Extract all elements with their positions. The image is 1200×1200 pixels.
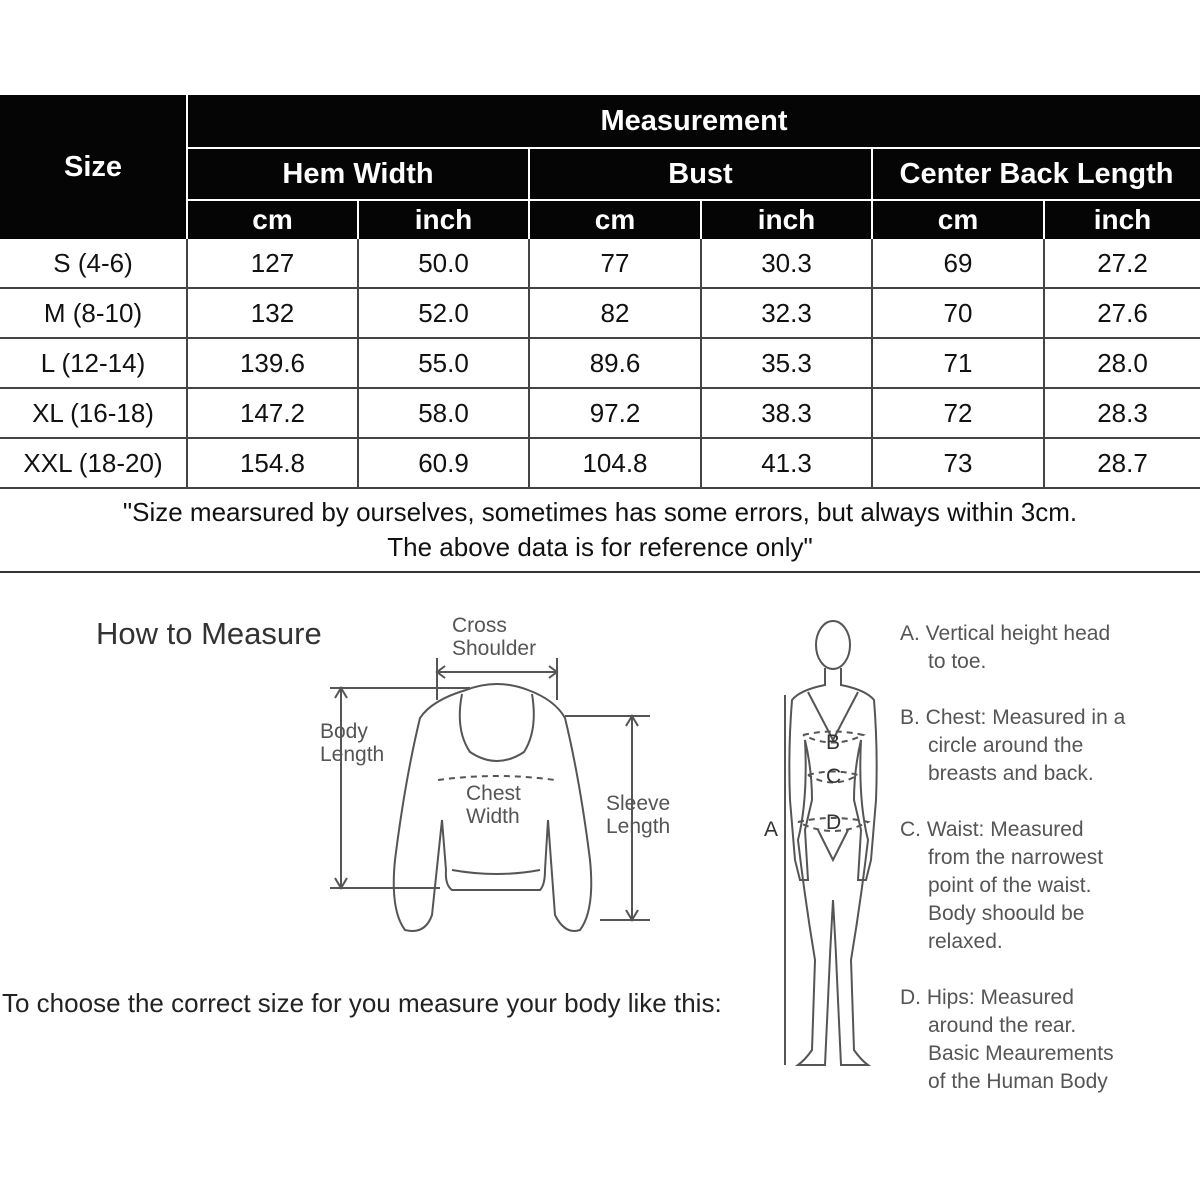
- size-cell: XXL (18-20): [0, 438, 187, 488]
- unit-header: cm: [529, 200, 701, 239]
- value-cell: 58.0: [358, 388, 529, 438]
- letter-b-label: B: [826, 731, 841, 754]
- size-cell: S (4-6): [0, 239, 187, 288]
- note-c: C. Waist: Measured from the narrowest point of the waist. Body shoould be relaxed.: [900, 818, 1104, 953]
- value-cell: 139.6: [187, 338, 358, 388]
- human-body-figure: [785, 621, 877, 1065]
- value-cell: 72: [872, 388, 1044, 438]
- size-cell: XL (16-18): [0, 388, 187, 438]
- value-cell: 28.3: [1044, 388, 1200, 438]
- value-cell: 132: [187, 288, 358, 338]
- value-cell: 147.2: [187, 388, 358, 438]
- value-cell: 30.3: [701, 239, 872, 288]
- body-measurement-notes: [900, 620, 1195, 1124]
- value-cell: 27.2: [1044, 239, 1200, 288]
- note-d: D. Hips: Measured around the rear. Basic Meaurements of the Human Body: [900, 986, 1114, 1093]
- unit-header: inch: [701, 200, 872, 239]
- note-a: A. Vertical height head to toe.: [900, 622, 1111, 673]
- value-cell: 50.0: [358, 239, 529, 288]
- unit-header: cm: [187, 200, 358, 239]
- value-cell: 104.8: [529, 438, 701, 488]
- value-cell: 27.6: [1044, 288, 1200, 338]
- value-cell: 41.3: [701, 438, 872, 488]
- unit-header: cm: [872, 200, 1044, 239]
- value-cell: 154.8: [187, 438, 358, 488]
- letter-c-label: C: [826, 765, 842, 788]
- size-header: Size: [0, 95, 187, 239]
- size-cell: L (12-14): [0, 338, 187, 388]
- group-header-hem-width: Hem Width: [187, 148, 529, 200]
- value-cell: 35.3: [701, 338, 872, 388]
- value-cell: 38.3: [701, 388, 872, 438]
- letter-a-label: A: [764, 818, 779, 841]
- unit-header: inch: [1044, 200, 1200, 239]
- sleeve-length-label: Sleeve Length: [606, 792, 671, 838]
- value-cell: 127: [187, 239, 358, 288]
- body-length-label: Body Length: [320, 720, 385, 766]
- how-to-measure-title: How to Measure: [96, 616, 322, 651]
- group-header-bust: Bust: [529, 148, 872, 200]
- value-cell: 28.7: [1044, 438, 1200, 488]
- measurement-header: Measurement: [187, 95, 1200, 148]
- cross-shoulder-label: Cross Shoulder: [452, 614, 537, 660]
- chest-width-label: Chest Width: [466, 782, 521, 828]
- value-cell: 28.0: [1044, 338, 1200, 388]
- value-cell: 60.9: [358, 438, 529, 488]
- value-cell: 82: [529, 288, 701, 338]
- value-cell: 97.2: [529, 388, 701, 438]
- value-cell: 77: [529, 239, 701, 288]
- value-cell: 32.3: [701, 288, 872, 338]
- value-cell: 71: [872, 338, 1044, 388]
- value-cell: 70: [872, 288, 1044, 338]
- body-length-arrow: [330, 688, 470, 888]
- disclaimer-line: "Size mearsured by ourselves, sometimes has some errors, but always within 3cm.: [122, 497, 1078, 527]
- value-cell: 69: [872, 239, 1044, 288]
- size-cell: M (8-10): [0, 288, 187, 338]
- group-header-center-back-length: Center Back Length: [872, 148, 1200, 200]
- value-cell: 52.0: [358, 288, 529, 338]
- value-cell: 55.0: [358, 338, 529, 388]
- disclaimer-line: The above data is for reference only": [387, 532, 813, 562]
- choose-size-instruction: To choose the correct size for you measure your body like this:: [2, 988, 722, 1018]
- note-b: B. Chest: Measured in a circle around the breasts and back.: [900, 706, 1126, 785]
- value-cell: 89.6: [529, 338, 701, 388]
- letter-d-label: D: [826, 811, 842, 834]
- unit-header: inch: [358, 200, 529, 239]
- value-cell: 73: [872, 438, 1044, 488]
